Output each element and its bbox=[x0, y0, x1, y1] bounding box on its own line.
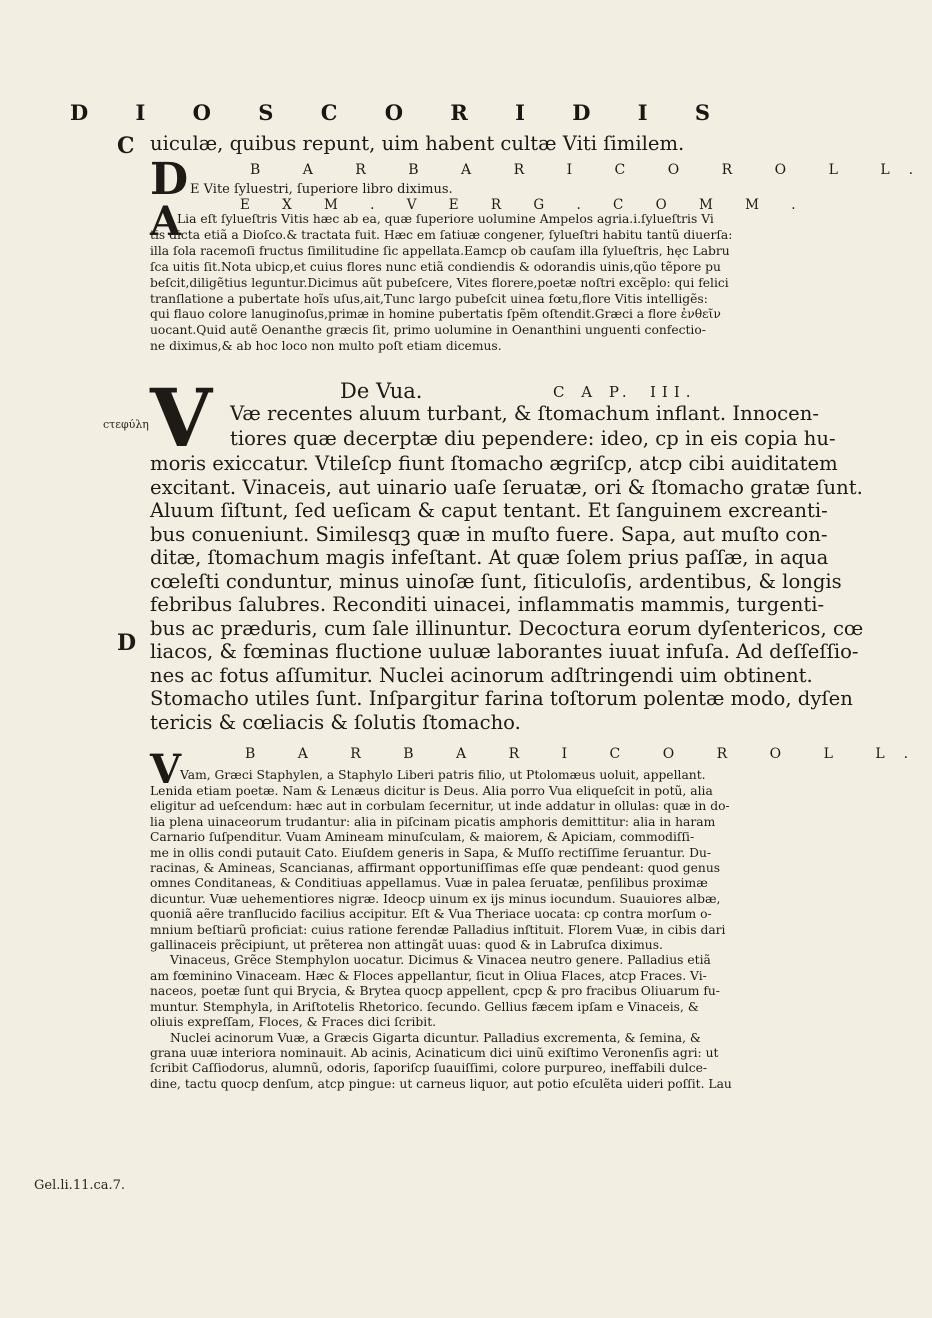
margin-reference: Gel.li.11.ca.7. bbox=[34, 1178, 126, 1193]
margin-letter-c: C bbox=[117, 133, 135, 159]
section2-line: me in ollis condi putauit Cato. Eiuſdem generis in Sapa, & Muſſo rectiſſime ſeruantur. Du- bbox=[150, 845, 712, 860]
emend-line: uocant.Quid autẽ Oenanthe græcis ſit, primo uolumine in Oenanthini unguenti confectio- bbox=[150, 323, 706, 338]
chapter-line: liacos, & fœminas fluctione uuluæ laborantes iuuat infuſa. Ad deſſeſſio- bbox=[150, 640, 859, 663]
section2-first-line: Vam, Græci Staphylen, a Staphylo Liberi patris filio, ut Ptolomæus uoluit, appellant. bbox=[180, 768, 706, 782]
chapter-line: cœleſti conduntur, minus uinoſæ ſunt, ſiticuloſis, ardentibus, & longis bbox=[150, 569, 842, 593]
emend-paragraph bbox=[150, 212, 790, 355]
section2-line: dine, tactu quocp denſum, atcp pingue: ut carneus liquor, aut potio eſculẽta uideri poſſit. Lau bbox=[150, 1076, 732, 1091]
running-title: D I O S C O R I D I S bbox=[69, 100, 731, 125]
section2-line: am fœminino Vinaceam. Hæc & Floces appellantur, ſicut in Oliua Flaces, atcp Fraces. Vi- bbox=[150, 968, 707, 983]
emend-line: tranſlatione a pubertate hoĩs uſus,ait,Tunc largo pubeſcit uinea fœtu,flore Vitis intelligẽs: bbox=[150, 291, 708, 306]
section2-line: omnes Conditaneas, & Conditiuas appellamus. Vuæ in palea ſeruatæ, penſilibus proximæ bbox=[150, 876, 708, 891]
chapter-line: bus ac præduris, cum ſale illinuntur. Decoctura eorum dyſentericos, cœ bbox=[150, 616, 864, 640]
section2-body bbox=[150, 784, 790, 1092]
chapter-line: nes ac fotus aſſumitur. Nuclei acinorum adſtringendi uim obtinent. bbox=[150, 663, 813, 687]
chapter-line: excitant. Vinaceis, aut uinario uaſe ſeruatæ, ori & ſtomacho gratæ ſunt. bbox=[150, 475, 863, 499]
emend-line: ne diximus,& ab hoc loco non multo poſt etiam dicemus. bbox=[150, 339, 502, 354]
section2-line: quoniã aẽre tranſlucido facilius accipitur. Eſt & Vua Theriace uocata: cp contra morſum o- bbox=[150, 907, 712, 922]
margin-letter-d: D bbox=[117, 630, 137, 656]
chapter-line: moris exiccatur. Vtileſcp fiunt ſtomacho ægriſcp, atcp cibi auiditatem bbox=[150, 452, 838, 475]
section2-line: gallinaceis prẽcipiunt, ut prẽterea non attingãt uuas: quod & in Labruſca diximus. bbox=[150, 938, 663, 953]
dropcap-d: D bbox=[150, 154, 189, 205]
section1-first-line: uiculæ, quibus repunt, uim habent cultæ Viti ſimilem. bbox=[150, 132, 685, 155]
chapter-line: Stomacho utiles ſunt. Inſpargitur farina toſtorum polentæ modo, dyſen bbox=[150, 687, 853, 710]
chapter-first-line: Væ recentes aluum turbant, & ſtomachum inflant. Innocen- bbox=[230, 402, 819, 425]
margin-greek-note: ϲτεφύλη bbox=[103, 418, 149, 431]
chapter-title: De Vua. bbox=[340, 379, 423, 403]
chapter-body bbox=[150, 452, 864, 734]
section2-line: naceos, poetæ ſunt qui Brycia, & Brytea quocp appellent, cpcp & pro fracibus Oliuarum fu- bbox=[150, 984, 720, 999]
chapter-line: ditæ, ſtomachum magis infeſtant. At quæ ſolem prius paſſæ, in aqua bbox=[150, 546, 829, 569]
chapter-line: Aluum ſiſtunt, ſed ueſicam & caput tentant. Et ſanguinem excreanti- bbox=[150, 499, 828, 522]
emend-line: qui flauo colore lanuginoſus,primæ in homine pubertatis ſpẽm oſtendit.Græci a flore ἐνθεῖν bbox=[150, 307, 721, 322]
dropcap-v-small: V bbox=[150, 746, 182, 793]
emend-line: beſcit,diligẽtius leguntur.Dicimus aũt pubeſcere, Vites florere,poetæ noſtri excẽplo: qui felici bbox=[150, 275, 729, 290]
section2-line: Vinaceus, Grẽce Stemphylon uocatur. Dicimus & Vinacea neutro genere. Palladius etiã bbox=[170, 953, 711, 968]
emend-line: Lia eſt ſylueſtris Vitis hæc ab ea, quæ ſuperiore uolumine Ampelos agria.i.ſylueſtris Vi bbox=[177, 212, 714, 226]
section2-line: Lenida etiam poetæ. Nam & Lenæus dicitur is Deus. Alia porro Vua eliqueſcit in potũ, alia bbox=[150, 784, 713, 798]
emend-line: illa ſola racemoſi fructus ſimilitudine ſic appellata.Eamcp ob cauſam illa ſylueſtris, hęc Labru bbox=[150, 243, 730, 258]
section2-line: dicuntur. Vuæ uehementiores nigræ. Ideocp uinum ex ijs minus iocundum. Suauiores albæ, bbox=[150, 891, 721, 906]
chapter-cap-label: C A P. bbox=[553, 383, 633, 401]
section2-line: ſcribit Caſſiodorus, alumnũ, odoris, ſaporiſcp ſuauiſſimi, colore purpureo, ineffabili dulce- bbox=[150, 1061, 708, 1076]
section2-line: Nuclei acinorum Vuæ, a Græcis Gigarta dicuntur. Palladius excrementa, & ſemina, & bbox=[170, 1030, 701, 1045]
section2-line: lia plena uinaceorum trudantur: alia in piſcinam picatis amphoris demittitur: alia in haram bbox=[150, 814, 716, 829]
barbari-corollary-heading-1: B A R B A R I C O R O L L. bbox=[250, 162, 932, 178]
chapter-second-line: tiores quæ decerptæ diu pependere: ideo, cp in eis copia hu- bbox=[230, 427, 836, 450]
section2-line: mnium beſtiarũ proficiat: cuius ratione ferendæ Palladius inſtituit. Florem Vuæ, in cibis dari bbox=[150, 922, 726, 937]
section1-line1: E Vite ſyluestri, ſuperiore libro diximus. bbox=[190, 182, 453, 197]
dropcap-a: A bbox=[150, 198, 182, 245]
emend-line: tis dicta etiã a Dioſco.& tractata fuit. Hæc em ſatiuæ congener, ſylueſtri habitu tantũ diuerſa: bbox=[150, 227, 733, 242]
barbari-corollary-heading-2: B A R B A R I C O R O L L. bbox=[245, 746, 928, 762]
chapter-line: bus conueniunt. Similesqꝫ quæ in muſto fuere. Sapa, aut muſto con- bbox=[150, 522, 828, 546]
chapter-line: febribus ſalubres. Reconditi uinacei, inflammatis mammis, turgenti- bbox=[150, 593, 825, 616]
section2-line: racinas, & Amineas, Scancianas, affirmant opportuniſſimas eſſe quæ pendeant: quod genus bbox=[150, 861, 721, 876]
section2-line: eligitur ad ueſcendum: hæc aut in corbulam ſecernitur, ut inde addatur in ollulas: quæ in do- bbox=[150, 799, 730, 814]
emend-heading: E X M . V E R G . C O M M . bbox=[240, 197, 810, 213]
section2-line: Carnario ſuſpenditur. Vuam Amineam minuſculam, & maiorem, & Apiciam, commodiſſi- bbox=[150, 830, 695, 845]
chapter-cap-number: III. bbox=[650, 383, 697, 401]
chapter-line: tericis & cœliacis & ſolutis ſtomacho. bbox=[150, 710, 521, 734]
emend-line: ſca uitis ſit.Nota ubicp,et cuius flores nunc etiã condiendis & odorandis uinis,qũo tẽpore pu bbox=[150, 259, 721, 274]
section2-line: muntur. Stemphyla, in Ariſtotelis Rhetorico. ſecundo. Gellius fæcem ipſam e Vinaceis, & bbox=[150, 999, 699, 1014]
dropcap-v: V bbox=[150, 371, 213, 465]
section2-line: oliuis expreſſam, Floces, & Fraces dici ſcribit. bbox=[150, 1015, 437, 1030]
section2-line: grana uuæ interiora nominauit. Ab acinis, Acinaticum dici uinũ exiſtimo Veronenſis agri: ut bbox=[150, 1045, 719, 1060]
